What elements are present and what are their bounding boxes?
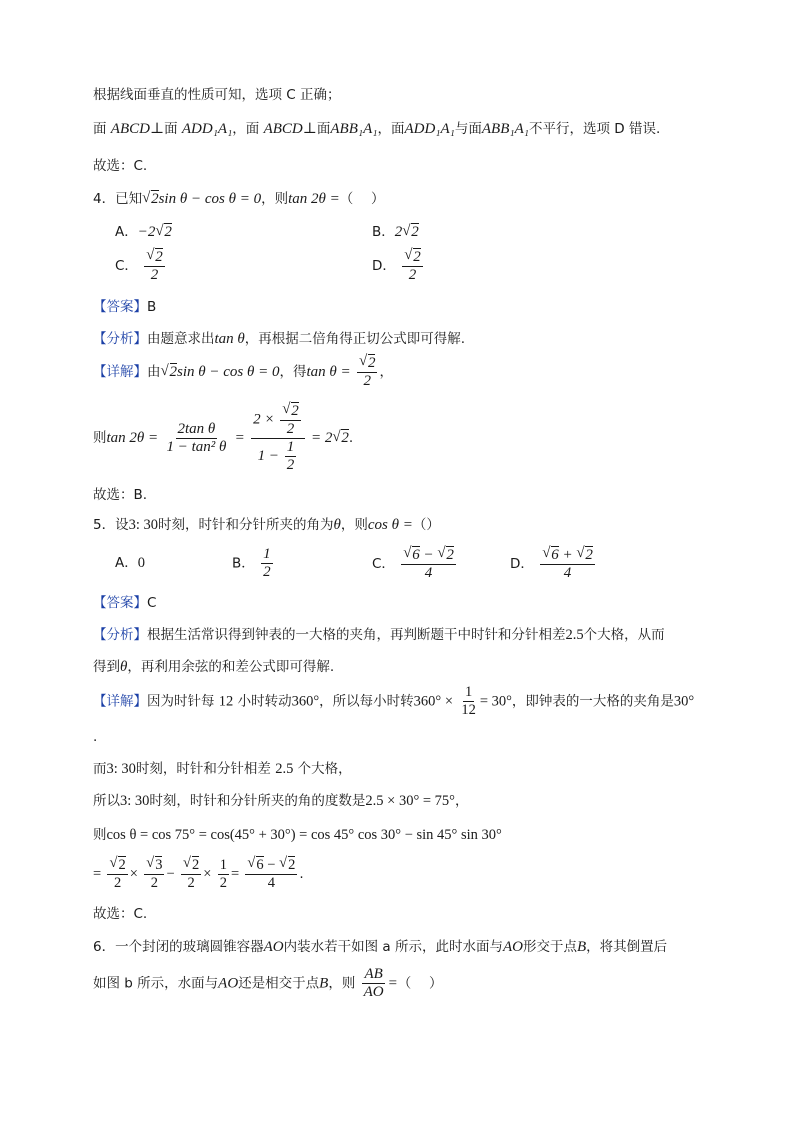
- option-a: A．−2√ 2: [115, 223, 172, 241]
- math: sin θ − cos θ = 0: [158, 191, 262, 207]
- text: 面: [164, 121, 178, 137]
- analysis-tag: 【分析】: [93, 331, 147, 347]
- option-c: C． √ $\frac{6 - √ 2}{4}$: [372, 546, 458, 582]
- answer-line: 【答案】C: [93, 595, 157, 611]
- option-d: D． √ $\frac{6 + √ 2}{4}$: [510, 546, 597, 582]
- text-line-planes: [93, 120, 660, 138]
- option-c: C． √ $\frac{2}{2}$: [115, 248, 167, 284]
- text-line: 而3: 30时刻，时针和分针相差 2.5 个大格，: [93, 761, 352, 777]
- math: ABB₁A₁: [481, 121, 529, 137]
- choose-line: 故选：C.: [93, 158, 148, 174]
- text: ，面: [232, 121, 260, 137]
- formula-result: = √ $\frac{2}{2}$ × √ $\frac{3}{2}$ − √ $\frac{2}{2}$ × $\frac{1}{2}$ = √ $\frac{6 - √ 2}{4}$ .: [93, 856, 304, 892]
- text: 面: [316, 121, 331, 137]
- text: ，则: [261, 191, 289, 207]
- answer-tag: 【答案】: [93, 299, 147, 315]
- text: 与面: [454, 121, 482, 137]
- math: ADD₁A₁: [404, 121, 455, 137]
- choose-line: 故选：C.: [93, 906, 148, 922]
- text: 面: [93, 121, 107, 137]
- answer-line: 【答案】B: [93, 299, 157, 315]
- text-line: 所以3: 30时刻，时针和分针所夹的角的度数是2.5 × 30° = 75°，: [93, 793, 469, 809]
- detail-line: 【详解】由√ 2sin θ − cos θ = 0，得tan θ = √ $\frac{2}{2}$ ，: [93, 354, 393, 390]
- math: tan 2θ =: [288, 191, 340, 207]
- question-6-stem-1: 6．一个封闭的玻璃圆锥容器AO内装水若干如图 a 所示，此时水面与AO形交于点B，将其倒置后: [93, 939, 668, 955]
- text-line: 根据线面垂直的性质可知，选项 C 正确；: [93, 87, 341, 103]
- math: ABCD⊥: [110, 121, 165, 137]
- analysis-line: 【分析】根据生活常识得到钟表的一大格的夹角，再判断题干中时针和分针相差2.5个大格，从而: [93, 627, 665, 643]
- math: ABCD⊥: [263, 121, 317, 137]
- text: 不平行，选项 D 错误.: [528, 121, 661, 137]
- question-4-stem: [93, 190, 385, 208]
- text: （ ）: [339, 191, 385, 207]
- option-b: B．2√ 2: [372, 223, 419, 241]
- analysis-line: 【分析】由题意求出tan θ，再根据二倍角得正切公式即可得解.: [93, 331, 466, 347]
- option-d: D． √ $\frac{2}{2}$: [372, 248, 425, 284]
- option-b: B． $\frac{1}{2}$: [232, 546, 271, 580]
- analysis-tag: 【分析】: [93, 627, 147, 643]
- detail-tag: 【详解】: [93, 364, 147, 380]
- math: ADD₁A₁: [181, 121, 233, 137]
- formula-cos: 则cos θ = cos 75° = cos(45° + 30°) = cos 45° cos 30° − sin 45° sin 30°: [93, 827, 502, 843]
- text: 4．已知: [93, 191, 143, 207]
- detail-tag: 【详解】: [93, 693, 147, 710]
- math: ABB₁A₁: [330, 121, 378, 137]
- question-6-stem-2: 如图 b 所示，水面与AO还是相交于点B，则 $\frac{AB}{AO}$ =（ ）: [93, 966, 443, 1000]
- choose-line: 故选：B.: [93, 487, 148, 503]
- option-a: A．0: [115, 555, 145, 571]
- sqrt: √ 2: [142, 190, 159, 208]
- detail-line: 【详解】因为时针每 12 小时转动360°，所以每小时转360° × $\frac{1}{12}$ = 30°，即钟表的一大格的夹角是30°: [93, 684, 695, 718]
- text: ，面: [377, 121, 405, 137]
- formula-tan2theta: 则tan 2θ = $\frac{\text{2tan θ}}{\text{1 − tan² θ}}$ = 2 × √ $\frac{2}{2}$ 1 − $\frac{1}{2}$ = 2√ 2.: [93, 402, 353, 474]
- analysis-line-2: 得到θ，再利用余弦的和差公式即可得解.: [93, 659, 335, 675]
- question-5-stem: 5．设3: 30时刻，时针和分针所夹的角为θ，则cos θ =（）: [93, 517, 440, 533]
- answer-tag: 【答案】: [93, 595, 147, 611]
- dot: .: [93, 729, 98, 745]
